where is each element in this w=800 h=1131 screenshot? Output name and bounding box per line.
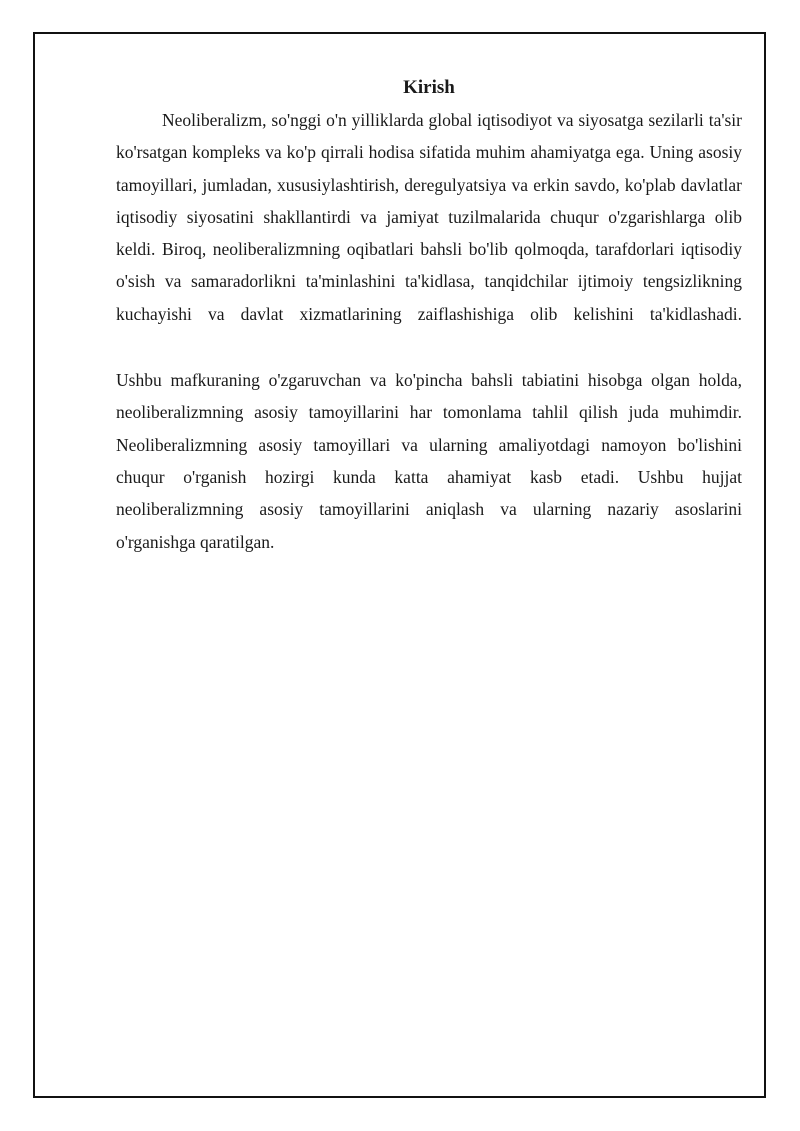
intro-paragraph-1: Neoliberalizm, so'nggi o'n yilliklarda global iqtisodiyot va siyosatga sezilarli ta'sir ko'rsatgan kompleks va ko'p qirrali hodisa sifatida muhim ahamiyatga ega. Uning asosiy tamoyillari, jumladan, xususiylashtirish, deregulyatsiya va erkin savdo, ko'plab davlatlar iqtisodiy siyosatini shakllantirdi va jamiyat tuzilmalarida chuqur o'zgarishlarga olib keldi. Biroq, neoliberalizmning oqibatlari bahsli bo'lib qolmoqda, tarafdorlari iqtisodiy o'sish va samaradorlikni ta'minlashini ta'kidlasa, tanqidchilar ijtimoiy tengsizlikning kuchayishi va davlat xizmatlarining zaiflashishiga olib kelishini ta'kidlashadi. [116,110,742,324]
document-body [116,74,742,558]
page-title: Kirish [403,77,455,98]
paragraph-spacer [116,330,742,364]
intro-paragraph-2: Ushbu mafkuraning o'zgaruvchan va ko'pincha bahsli tabiatini hisobga olgan holda, neoliberalizmning asosiy tamoyillarini har tomonlama tahlil qilish juda muhimdir. Neoliberalizmning asosiy tamoyillari va ularning amaliyotdagi namoyon bo'lishini chuqur o'rganish hozirgi kunda katta ahamiyat kasb etadi. Ushbu hujjat neoliberalizmning asosiy tamoyillarini aniqlash va ularning nazariy asoslarini o'rganishga qaratilgan. [116,370,742,552]
